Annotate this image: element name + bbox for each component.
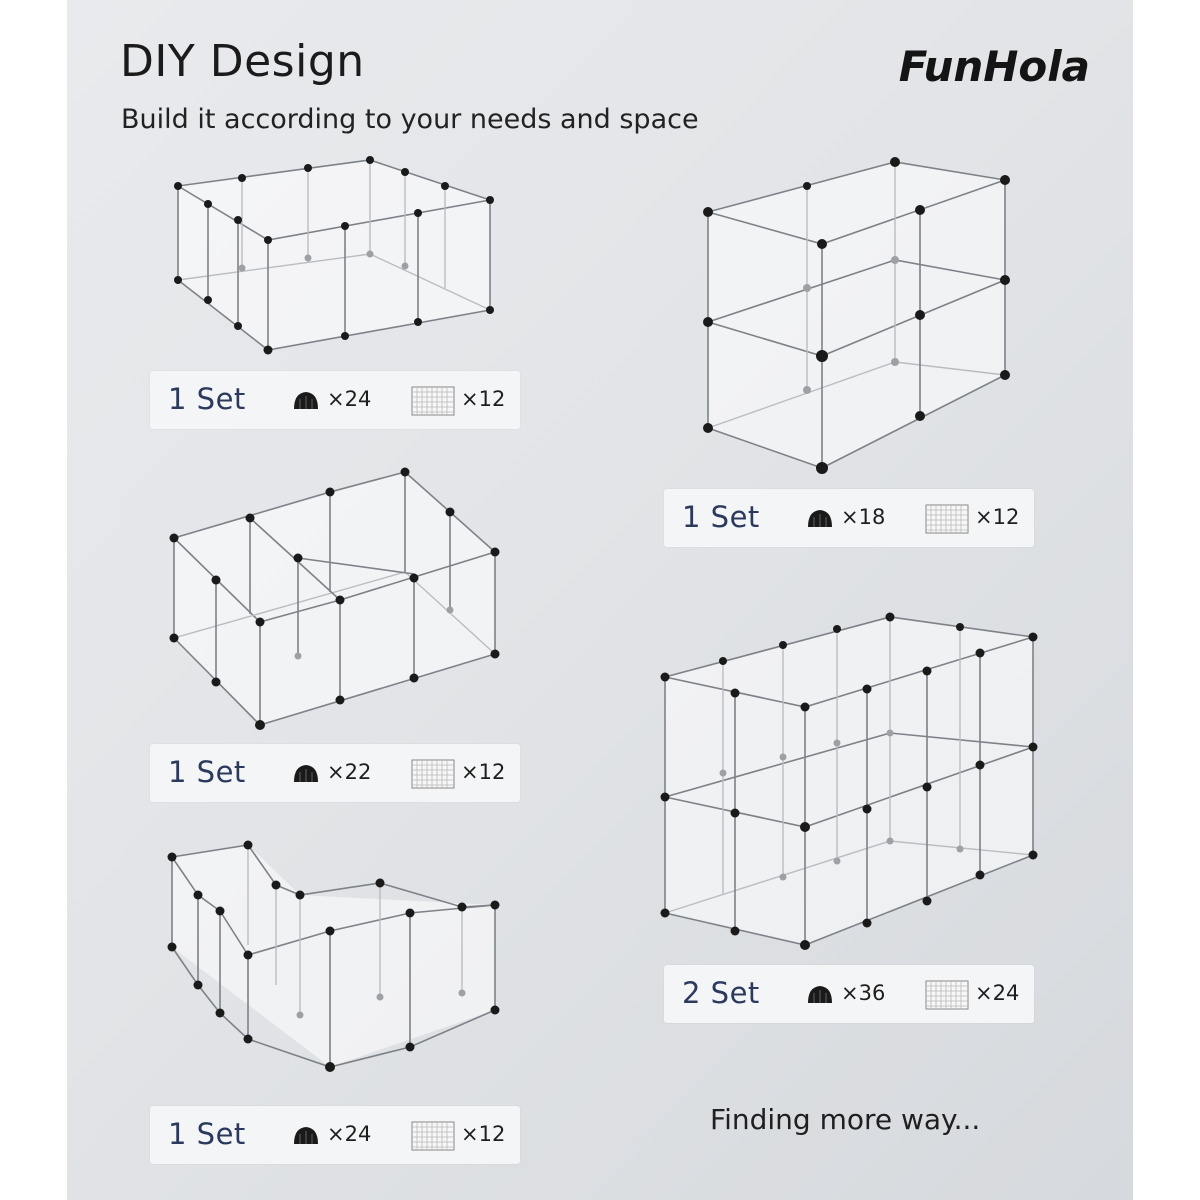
config-card-3 <box>150 744 520 802</box>
panel-count: ×12 <box>461 387 506 411</box>
cage-illustration-l-shape <box>160 835 510 1075</box>
cage-illustration-large-two-tier <box>655 605 1045 950</box>
connector-count: ×24 <box>327 387 372 411</box>
config-card-5 <box>150 1106 520 1164</box>
grid-panel-icon <box>925 504 969 534</box>
cage-illustration-divided <box>160 460 510 730</box>
connector-count: ×36 <box>841 981 886 1005</box>
grid-panel-icon <box>411 759 455 789</box>
page-subtitle: Build it according to your needs and space <box>121 104 699 135</box>
set-label: 1 Set <box>168 1117 246 1151</box>
cage-illustration-rectangle <box>160 150 520 370</box>
connector-icon <box>805 983 835 1005</box>
connector-count: ×24 <box>327 1122 372 1146</box>
grid-panel-icon <box>411 1121 455 1151</box>
footer-text: Finding more way... <box>710 1103 981 1136</box>
page-title: DIY Design <box>120 36 365 87</box>
set-label: 2 Set <box>682 976 760 1010</box>
set-label: 1 Set <box>168 382 246 416</box>
cage-illustration-two-tier <box>690 150 1030 480</box>
panel-count: ×12 <box>461 1122 506 1146</box>
panel-count: ×12 <box>461 760 506 784</box>
connector-count: ×18 <box>841 505 886 529</box>
grid-panel-icon <box>411 386 455 416</box>
connector-icon <box>291 762 321 784</box>
panel-count: ×24 <box>975 981 1020 1005</box>
connector-icon <box>291 1124 321 1146</box>
brand-logo: FunHola <box>898 42 1090 91</box>
connector-count: ×22 <box>327 760 372 784</box>
panel-count: ×12 <box>975 505 1020 529</box>
connector-icon <box>805 507 835 529</box>
connector-icon <box>291 389 321 411</box>
config-card-4 <box>664 965 1034 1023</box>
set-label: 1 Set <box>168 755 246 789</box>
config-card-1 <box>150 371 520 429</box>
config-card-2 <box>664 489 1034 547</box>
grid-panel-icon <box>925 980 969 1010</box>
set-label: 1 Set <box>682 500 760 534</box>
